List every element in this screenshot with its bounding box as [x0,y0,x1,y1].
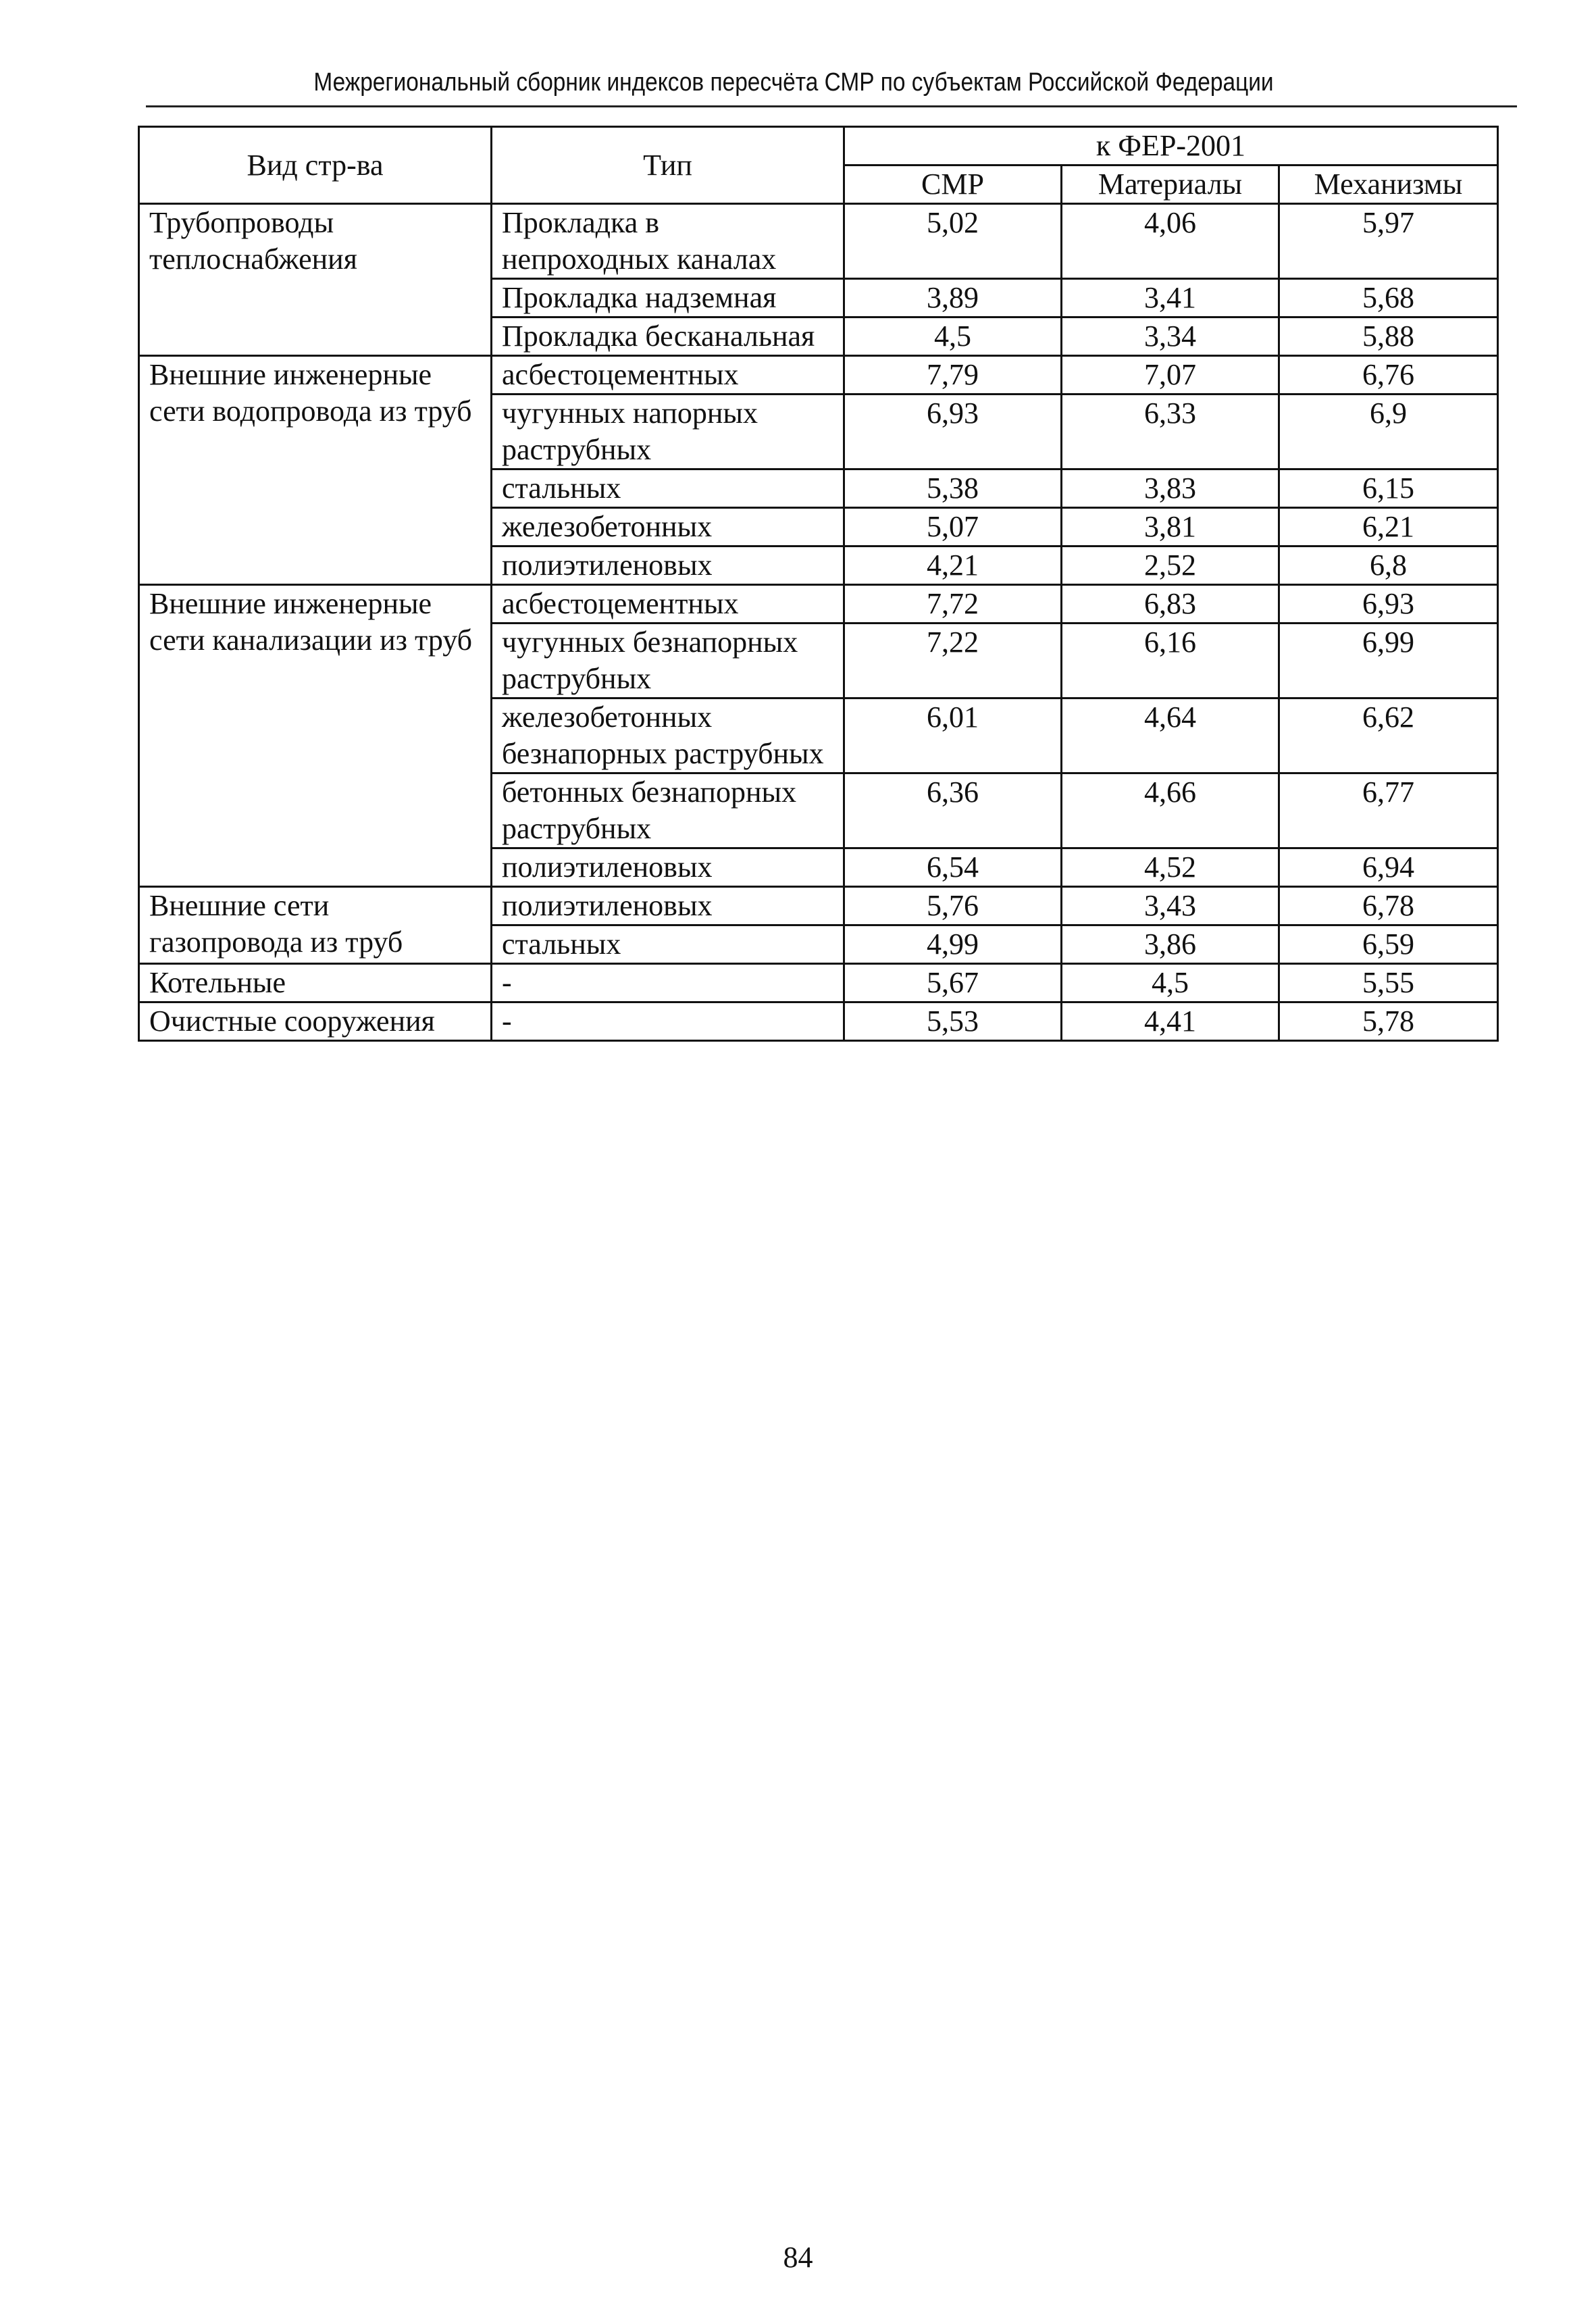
cell-mech: 6,62 [1279,698,1498,773]
cell-smr: 4,21 [844,547,1062,585]
col-group-header: к ФЕР-2001 [844,127,1498,166]
cell-mat: 3,86 [1062,925,1279,964]
cell-mech: 6,9 [1279,395,1498,469]
cell-tip: железобетонных безнапорных раструбных [492,698,844,773]
table-row [139,964,1498,1002]
cell-vid: Внешние инженерные сети водопровода из труб [139,356,492,585]
index-table [138,126,1499,1042]
cell-tip: - [492,1002,844,1041]
cell-mech: 6,15 [1279,469,1498,508]
cell-mat: 7,07 [1062,356,1279,395]
cell-mech: 5,55 [1279,964,1498,1002]
cell-tip: стальных [492,925,844,964]
cell-mat: 4,5 [1062,964,1279,1002]
cell-vid: Трубопроводы теплоснабжения [139,204,492,356]
col-header-mech: Механизмы [1279,166,1498,204]
table-row [139,356,1498,395]
cell-mech: 6,21 [1279,508,1498,547]
table-row [139,1002,1498,1041]
cell-tip: Прокладка надземная [492,279,844,317]
table-row [139,204,1498,279]
cell-mat: 3,34 [1062,317,1279,356]
cell-tip: асбестоцементных [492,356,844,395]
cell-tip: Прокладка бесканальная [492,317,844,356]
cell-mat: 6,83 [1062,585,1279,624]
cell-smr: 5,02 [844,204,1062,279]
cell-mech: 6,77 [1279,773,1498,848]
cell-mech: 6,94 [1279,848,1498,887]
header-rule [146,105,1517,107]
col-header-vid: Вид стр-ва [139,127,492,204]
cell-mat: 4,06 [1062,204,1279,279]
cell-smr: 7,79 [844,356,1062,395]
cell-smr: 5,53 [844,1002,1062,1041]
cell-tip: железобетонных [492,508,844,547]
cell-mech: 6,76 [1279,356,1498,395]
cell-mech: 5,88 [1279,317,1498,356]
cell-smr: 6,36 [844,773,1062,848]
cell-mat: 6,33 [1062,395,1279,469]
cell-vid: Внешние инженерные сети канализации из труб [139,585,492,887]
cell-smr: 4,5 [844,317,1062,356]
table-body [139,204,1498,1041]
cell-smr: 5,38 [844,469,1062,508]
cell-smr: 7,72 [844,585,1062,624]
page-number: 84 [783,2241,813,2274]
cell-vid: Очистные сооружения [139,1002,492,1041]
cell-smr: 5,07 [844,508,1062,547]
cell-mech: 6,8 [1279,547,1498,585]
col-header-tip: Тип [492,127,844,204]
cell-smr: 7,22 [844,624,1062,698]
cell-vid: Котельные [139,964,492,1002]
running-header: Межрегиональный сборник индексов пересчёта СМР по субъектам Российской Федерации [313,68,1274,97]
cell-smr: 6,93 [844,395,1062,469]
cell-smr: 6,01 [844,698,1062,773]
cell-tip: полиэтиленовых [492,887,844,925]
cell-tip: чугунных безнапорных раструбных [492,624,844,698]
col-header-mat: Материалы [1062,166,1279,204]
cell-tip: полиэтиленовых [492,848,844,887]
cell-mat: 4,66 [1062,773,1279,848]
cell-tip: чугунных напорных раструбных [492,395,844,469]
cell-mech: 5,97 [1279,204,1498,279]
cell-mat: 6,16 [1062,624,1279,698]
cell-mat: 3,81 [1062,508,1279,547]
cell-mech: 6,99 [1279,624,1498,698]
cell-smr: 3,89 [844,279,1062,317]
cell-mech: 5,78 [1279,1002,1498,1041]
cell-mech: 5,68 [1279,279,1498,317]
table-header-row [139,127,1498,166]
cell-smr: 4,99 [844,925,1062,964]
cell-mech: 6,78 [1279,887,1498,925]
cell-tip: полиэтиленовых [492,547,844,585]
cell-mat: 2,52 [1062,547,1279,585]
cell-tip: стальных [492,469,844,508]
cell-mat: 3,83 [1062,469,1279,508]
cell-smr: 5,76 [844,887,1062,925]
table-row [139,585,1498,624]
cell-smr: 5,67 [844,964,1062,1002]
col-header-smr: СМР [844,166,1062,204]
cell-mat: 4,41 [1062,1002,1279,1041]
cell-smr: 6,54 [844,848,1062,887]
table-row [139,887,1498,925]
cell-tip: асбестоцементных [492,585,844,624]
cell-mat: 4,52 [1062,848,1279,887]
cell-tip: - [492,964,844,1002]
cell-vid: Внешние сети газопровода из труб [139,887,492,964]
cell-mech: 6,93 [1279,585,1498,624]
cell-mat: 3,41 [1062,279,1279,317]
cell-mat: 3,43 [1062,887,1279,925]
cell-tip: Прокладка в непроходных каналах [492,204,844,279]
cell-mat: 4,64 [1062,698,1279,773]
cell-mech: 6,59 [1279,925,1498,964]
cell-tip: бетонных безнапорных раструбных [492,773,844,848]
